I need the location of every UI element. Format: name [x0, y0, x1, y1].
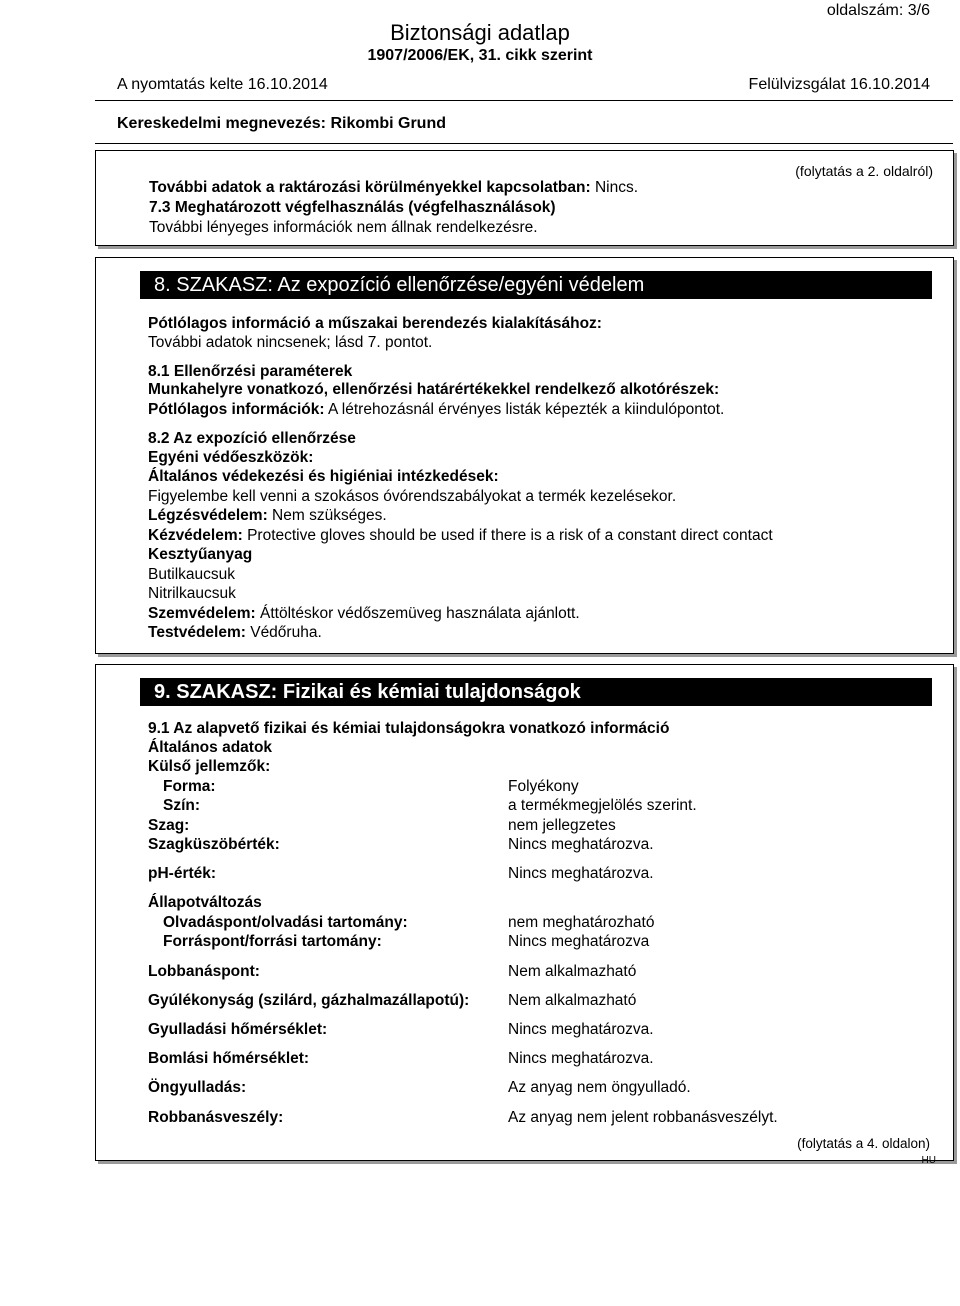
- hand-protection-label: Kézvédelem:: [148, 527, 243, 544]
- ppe-heading: Egyéni védőeszközök:: [148, 449, 314, 466]
- glove-material-2: Nitrilkaucsuk: [148, 585, 236, 602]
- section-9-title: 9. SZAKASZ: Fizikai és kémiai tulajdonságok: [140, 678, 932, 706]
- language-code: HU: [921, 1155, 936, 1166]
- section-8-1-heading: 8.1 Ellenőrzési paraméterek: [148, 363, 353, 380]
- property-label-decomposition-temp: Bomlási hőmérséklet:: [148, 1050, 310, 1067]
- revision-date: Felülvizsgálat 16.10.2014: [748, 76, 930, 93]
- body-protection-label: Testvédelem:: [148, 624, 246, 641]
- document-subtitle: 1907/2006/EK, 31. cikk szerint: [367, 47, 593, 64]
- control-parameters-components: Munkahelyre vonatkozó, ellenőrzési határértékekkel rendelkező alkotórészek:: [148, 381, 720, 398]
- general-measures-heading: Általános védekezési és higiéniai intézkedések:: [148, 468, 499, 485]
- appearance-heading: Külső jellemzők:: [148, 758, 271, 775]
- section-7-3-text: További lényeges információk nem állnak rendelkezésre.: [149, 219, 538, 236]
- continued-from: (folytatás a 2. oldalról): [795, 163, 933, 179]
- section-7-3-heading: 7.3 Meghatározott végfelhasználás (végfelhasználások): [149, 199, 556, 216]
- eye-protection: [148, 605, 580, 623]
- respiratory-label: Légzésvédelem:: [148, 507, 268, 524]
- trade-name: Kereskedelmi megnevezés: Rikombi Grund: [117, 115, 446, 132]
- property-value-form: Folyékony: [508, 778, 579, 795]
- body-protection-value: Védőruha.: [245, 624, 322, 641]
- storage-info: [149, 179, 638, 197]
- property-label-form: Forma:: [163, 778, 216, 795]
- continued-on: (folytatás a 4. oldalon): [797, 1136, 930, 1151]
- property-value-ph: Nincs meghatározva.: [508, 865, 654, 882]
- section-9-1-heading: 9.1 Az alapvető fizikai és kémiai tulajdonságokra vonatkozó információ: [148, 720, 670, 737]
- print-date: A nyomtatás kelte 16.10.2014: [117, 76, 328, 93]
- property-value-flammability: Nem alkalmazható: [508, 992, 637, 1009]
- property-label-boiling-point: Forráspont/forrási tartomány:: [163, 933, 382, 950]
- section-8-2-heading: 8.2 Az expozíció ellenőrzése: [148, 430, 356, 447]
- storage-value: Nincs.: [590, 179, 639, 196]
- general-data-heading: Általános adatok: [148, 739, 273, 756]
- hand-protection-value: Protective gloves should be used if there is a risk of a constant direct contact: [242, 527, 773, 544]
- property-label-self-ignition: Öngyulladás:: [148, 1079, 247, 1096]
- respiratory-protection: [148, 507, 387, 525]
- property-value-melting-point: nem meghatározható: [508, 914, 655, 931]
- respiratory-value: Nem szükséges.: [267, 507, 387, 524]
- general-measures-text: Figyelembe kell venni a szokásos óvórendszabályokat a termék kezelésekor.: [148, 488, 677, 505]
- property-label-flammability: Gyúlékonyság (szilárd, gázhalmazállapotú):: [148, 992, 470, 1009]
- section-8-title: 8. SZAKASZ: Az expozíció ellenőrzése/egyéni védelem: [140, 271, 932, 299]
- property-label-melting-point: Olvadáspont/olvadási tartomány:: [163, 914, 408, 931]
- property-label-explosion-hazard: Robbanásveszély:: [148, 1109, 284, 1126]
- trade-name-rule: [95, 143, 953, 144]
- property-value-boiling-point: Nincs meghatározva: [508, 933, 650, 950]
- property-value-odour-threshold: Nincs meghatározva.: [508, 836, 654, 853]
- glove-material-heading: Kesztyűanyag: [148, 546, 253, 563]
- property-value-color: a termékmegjelölés szerint.: [508, 797, 697, 814]
- additional-info-label: Pótlólagos információk:: [148, 401, 325, 418]
- property-value-decomposition-temp: Nincs meghatározva.: [508, 1050, 654, 1067]
- tech-info-label: Pótlólagos információ a műszakai berendezés kialakításához:: [148, 315, 602, 332]
- page-number: oldalszám: 3/6: [826, 2, 930, 19]
- storage-label: További adatok a raktározási körülményekkel kapcsolatban:: [149, 179, 591, 196]
- eye-protection-label: Szemvédelem:: [148, 605, 256, 622]
- property-value-flash-point: Nem alkalmazható: [508, 963, 637, 980]
- additional-info: [148, 401, 724, 419]
- property-label-ph: pH-érték:: [148, 865, 217, 882]
- glove-material-1: Butilkaucsuk: [148, 566, 236, 583]
- property-label-color: Szín:: [163, 797, 201, 814]
- property-label-ignition-temp: Gyulladási hőmérséklet:: [148, 1021, 328, 1038]
- document-title: Biztonsági adatlap: [390, 20, 570, 45]
- property-value-ignition-temp: Nincs meghatározva.: [508, 1021, 654, 1038]
- property-label-state-change: Állapotváltozás: [148, 894, 262, 911]
- property-label-odour: Szag:: [148, 817, 190, 834]
- tech-info-text: További adatok nincsenek; lásd 7. pontot.: [148, 334, 433, 351]
- hand-protection: [148, 527, 773, 545]
- additional-info-value: A létrehozásnál érvényes listák képezték a kiindulópontot.: [324, 401, 725, 418]
- property-value-self-ignition: Az anyag nem öngyulladó.: [508, 1079, 691, 1096]
- eye-protection-value: Áttöltéskor védőszemüveg használata ajánlott.: [255, 605, 580, 622]
- property-value-odour: nem jellegzetes: [508, 817, 616, 834]
- header-rule: [95, 100, 953, 101]
- property-label-flash-point: Lobbanáspont:: [148, 963, 260, 980]
- property-value-explosion-hazard: Az anyag nem jelent robbanásveszélyt.: [508, 1109, 778, 1126]
- body-protection: [148, 624, 322, 642]
- property-label-odour-threshold: Szagküszöbérték:: [148, 836, 280, 853]
- continuation-box: [95, 150, 954, 246]
